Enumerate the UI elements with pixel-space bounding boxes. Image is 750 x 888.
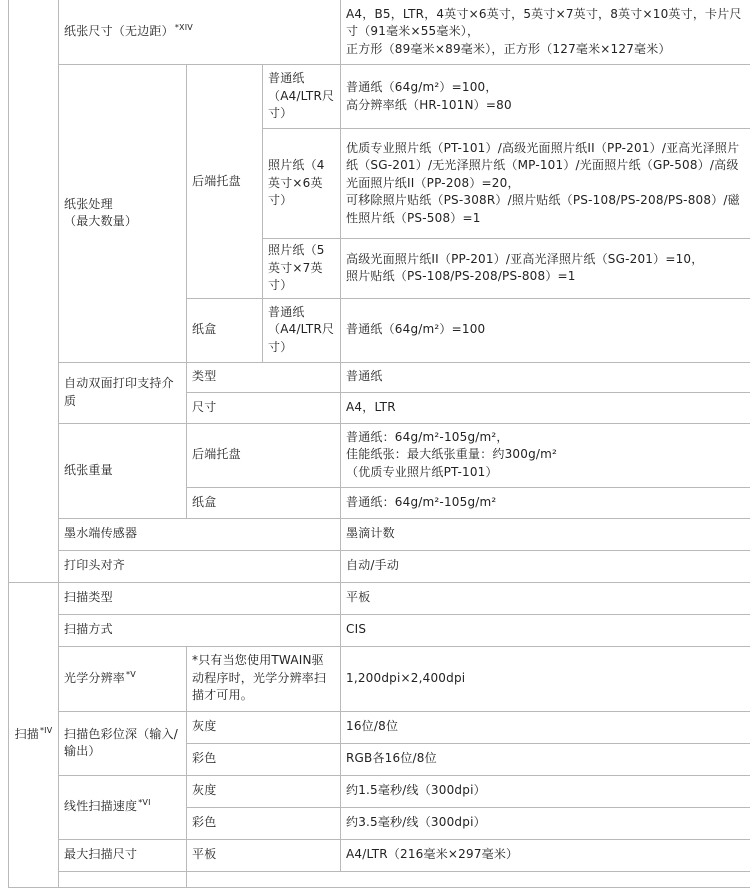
optical-res-label: 光学分辨率$^{*V}$	[59, 646, 187, 711]
optical-res-note: *只有当您使用TWAIN驱动程序时，光学分辨率扫描才可用。	[187, 646, 341, 711]
row-next-cut-off	[9, 871, 750, 887]
row-color-depth-gray	[9, 711, 750, 743]
photo-4x6-label: 照片纸（4英寸×6英寸）	[263, 129, 341, 239]
rear-tray-label: 后端托盘	[187, 65, 263, 299]
plain-paper-label: 普通纸 （A4/LTR尺寸）	[263, 65, 341, 129]
color-depth-gray-label: 灰度	[187, 711, 341, 743]
cassette-plain-label: 普通纸 （A4/LTR尺寸）	[263, 298, 341, 362]
line-speed-label: 线性扫描速度$^{*VI}$	[59, 775, 187, 839]
duplex-type-label: 类型	[187, 362, 341, 392]
row-paper-size-borderless	[9, 0, 750, 65]
duplex-type-value: 普通纸	[341, 362, 750, 392]
color-depth-color-value: RGB各16位/8位	[341, 743, 750, 775]
weight-cassette-value: 普通纸：64g/m²-105g/m²	[341, 487, 750, 518]
scan-method-label: 扫描方式	[59, 614, 341, 646]
footnote-mark: *IV	[40, 726, 52, 735]
row-max-scan-size	[9, 839, 750, 871]
scan-section-label: 扫描$^{*IV}$	[9, 582, 59, 887]
row-optical-res	[9, 646, 750, 711]
ink-sensor-value: 墨滴计数	[341, 518, 750, 550]
duplex-size-value: A4，LTR	[341, 392, 750, 423]
row-scan-method	[9, 614, 750, 646]
print-section-cell	[9, 0, 59, 582]
line-speed-gray-label: 灰度	[187, 775, 341, 807]
plain-paper-value: 普通纸（64g/m²）=100， 高分辨率纸（HR-101N）=80	[341, 65, 750, 129]
optical-res-value: 1,200dpi×2,400dpi	[341, 646, 750, 711]
row-head-align	[9, 550, 750, 582]
head-align-value: 自动/手动	[341, 550, 750, 582]
max-scan-size-value: A4/LTR（216毫米×297毫米）	[341, 839, 750, 871]
weight-rear-tray-value: 普通纸：64g/m²-105g/m²， 佳能纸张：最大纸张重量：约300g/m² （优质专业照片纸PT-101）	[341, 423, 750, 487]
cassette-label: 纸盒	[187, 298, 263, 362]
photo-4x6-value: 优质专业照片纸（PT-101）/高级光面照片纸II（PP-201）/亚高光泽照片纸（SG-201）/无光泽照片纸（MP-101）/光面照片纸（GP-508）/高级光面照片纸II（PP-208）=20， 可移除照片贴纸（PS-308R）/照片贴纸（PS-108/PS-208/PS-808）/磁性照片纸（PS-508）=1	[341, 129, 750, 239]
line-speed-color-label: 彩色	[187, 807, 341, 839]
spec-table	[8, 0, 750, 888]
weight-cassette-label: 纸盒	[187, 487, 341, 518]
scan-method-value: CIS	[341, 614, 750, 646]
footnote-mark: *V	[126, 670, 136, 679]
next-section-cell	[59, 871, 187, 887]
line-speed-gray-value: 约1.5毫秒/线（300dpi）	[341, 775, 750, 807]
max-scan-size-sub-label: 平板	[187, 839, 341, 871]
footnote-mark: *VI	[138, 798, 150, 807]
photo-5x7-label: 照片纸（5英寸×7英寸）	[263, 239, 341, 299]
next-label-cell	[187, 871, 750, 887]
paper-size-borderless-label: 纸张尺寸（无边距）$^{*XIV}$	[59, 0, 341, 65]
color-depth-label: 扫描色彩位深（输入/输出）	[59, 711, 187, 775]
line-speed-color-value: 约3.5毫秒/线（300dpi）	[341, 807, 750, 839]
ink-sensor-label: 墨水端传感器	[59, 518, 341, 550]
row-line-speed-gray	[9, 775, 750, 807]
photo-5x7-value: 高级光面照片纸II（PP-201）/亚高光泽照片纸（SG-201）=10， 照片贴纸（PS-108/PS-208/PS-808）=1	[341, 239, 750, 299]
scan-type-label: 扫描类型	[59, 582, 341, 614]
color-depth-color-label: 彩色	[187, 743, 341, 775]
scan-type-value: 平板	[341, 582, 750, 614]
max-scan-size-label: 最大扫描尺寸	[59, 839, 187, 871]
duplex-label: 自动双面打印支持介质	[59, 362, 187, 423]
row-ink-sensor	[9, 518, 750, 550]
row-scan-type	[9, 582, 750, 614]
paper-size-borderless-value: A4，B5，LTR，4英寸×6英寸，5英寸×7英寸，8英寸×10英寸，卡片尺寸（91毫米×55毫米）， 正方形（89毫米×89毫米），正方形（127毫米×127毫米）	[341, 0, 750, 65]
row-weight-rear	[9, 423, 750, 487]
weight-rear-tray-label: 后端托盘	[187, 423, 341, 487]
duplex-size-label: 尺寸	[187, 392, 341, 423]
color-depth-gray-value: 16位/8位	[341, 711, 750, 743]
paper-weight-label: 纸张重量	[59, 423, 187, 518]
row-paper-handling-plain	[9, 65, 750, 129]
paper-handling-label: 纸张处理 （最大数量）	[59, 65, 187, 363]
cassette-plain-value: 普通纸（64g/m²）=100	[341, 298, 750, 362]
row-duplex-type	[9, 362, 750, 392]
footnote-mark: *XIV	[175, 23, 193, 32]
head-align-label: 打印头对齐	[59, 550, 341, 582]
